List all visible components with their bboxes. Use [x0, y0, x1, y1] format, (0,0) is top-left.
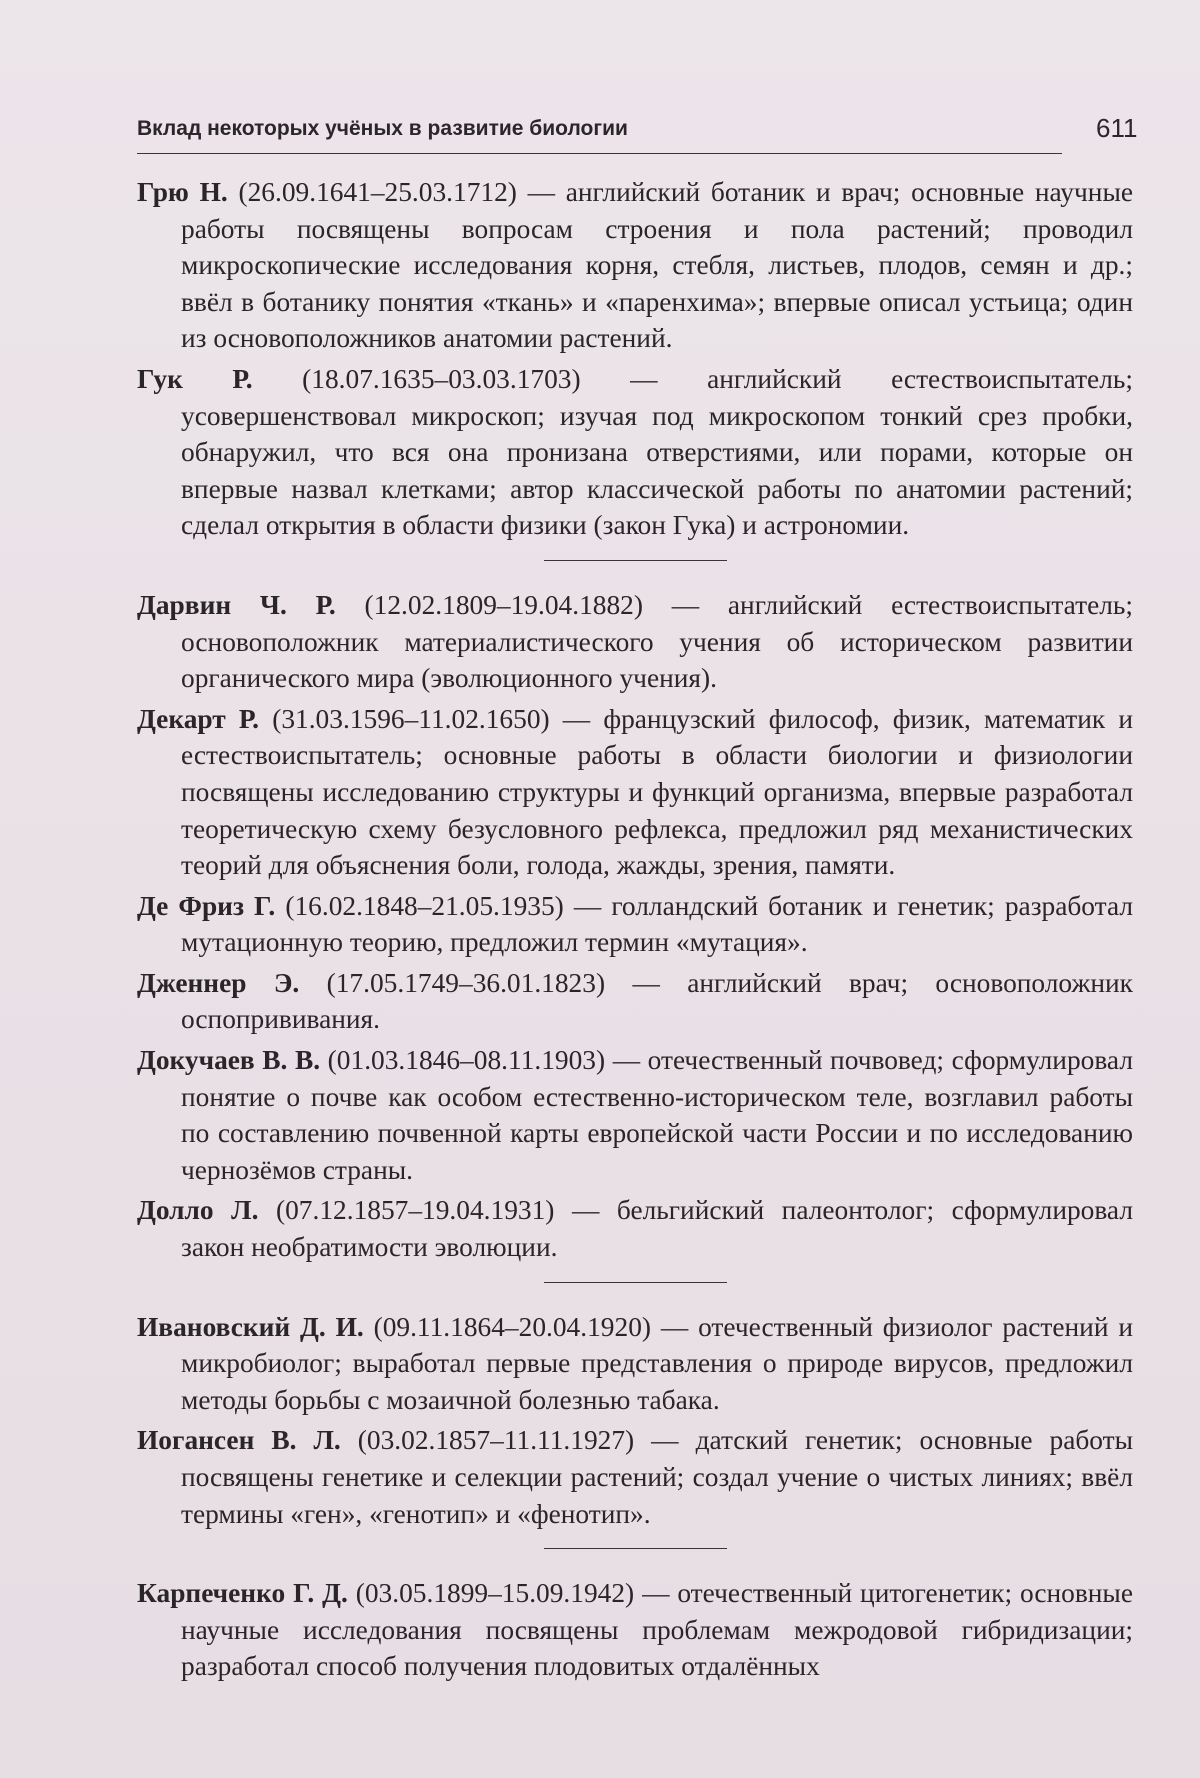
entry-grew: [137, 174, 1133, 357]
entry-text: (17.05.1749–36.01.1823) — английский врач; основоположник оспопрививания.: [181, 967, 1133, 1035]
running-title: Вклад некоторых учёных в развитие биологии: [137, 117, 628, 140]
section-divider: [544, 1282, 727, 1283]
entry-name: Долло Л.: [137, 1195, 259, 1226]
entry-descartes: [137, 701, 1133, 884]
entry-ivanovsky: [137, 1309, 1133, 1419]
entry-text: (03.05.1899–15.09.1942) — отечественный цитогенетик; основные научные исследования посвящены проблемам межродовой гибридизации; разработал способ получения плодовитых отдалённых: [181, 1578, 1133, 1682]
page-number: 611: [1096, 113, 1138, 143]
entry-name: Декарт Р.: [137, 703, 260, 734]
entry-text: (26.09.1641–25.03.1712) — английский ботаник и врач; основные научные работы посвящены вопросам строения и пола растений; проводил микроскопические исследования корня, стебля, листьев, плодов, семян и др.; ввёл в ботанику понятия «ткань» и «паренхима»; впервые описал устьица; один из основоположников анатомии растений.: [181, 177, 1134, 354]
entry-text: (03.02.1857–11.11.1927) — датский генетик; основные работы посвящены генетике и селекции растений; создал учение о чистых линиях; ввёл термины «ген», «генотип» и «фенотип».: [181, 1425, 1134, 1529]
section-divider: [544, 1548, 727, 1549]
entry-name: Ивановский Д. И.: [137, 1311, 364, 1342]
entry-karpechenko: [137, 1575, 1133, 1685]
entry-name: Иогансен В. Л.: [137, 1425, 341, 1456]
entry-darwin: [137, 587, 1133, 697]
entry-name: Карпеченко Г. Д.: [137, 1578, 348, 1609]
entry-text: (07.12.1857–19.04.1931) — бельгийский палеонтолог; сформулировал закон необратимости эволюции.: [181, 1195, 1134, 1263]
entry-name: Докучаев В. В.: [137, 1045, 321, 1076]
entry-text: (09.11.1864–20.04.1920) — отечественный физиолог растений и микробиолог; выработал первые представления о природе вирусов, предложил методы борьбы с мозаичной болезнью табака.: [181, 1311, 1133, 1415]
entry-name: Дженнер Э.: [137, 967, 300, 998]
entry-text: (18.07.1635–03.03.1703) — английский естествоиспытатель; усовершенствовал микроскоп; изучая под микроскопом тонкий срез пробки, обнаружил, что вся она пронизана отверстиями, или порами, которые он впервые назвал клетками; автор классической работы по анатомии растений; сделал открытия в области физики (закон Гука) и астрономии.: [181, 363, 1133, 541]
running-header: [137, 113, 1062, 154]
entry-johannsen: [137, 1422, 1133, 1532]
entry-name: Де Фриз Г.: [137, 890, 276, 921]
entry-dokuchaev: [137, 1042, 1133, 1188]
entry-name: Грю Н.: [137, 177, 228, 207]
entry-text: (31.03.1596–11.02.1650) — французский философ, физик, математик и естествоиспытатель; основные работы в области биологии и физиологии посвящены исследованию структуры и функций организма, впервые разработал теоретическую схему безусловного рефлекса, предложил ряд механистических теорий для объяснения боли, голода, жажды, зрения, памяти.: [181, 703, 1134, 881]
page-body: [137, 174, 1133, 1689]
entry-de-vries: [137, 888, 1133, 961]
entry-jenner: [137, 965, 1133, 1038]
entry-name: Гук Р.: [137, 363, 253, 394]
entry-text: (01.03.1846–08.11.1903) — отечественный почвовед; сформулировал понятие о почве как особом естественно-историческом теле, возглавил работы по составлению почвенной карты европейской части России и по исследованию чернозёмов страны.: [181, 1045, 1133, 1185]
entry-hooke: [137, 361, 1133, 544]
section-divider: [544, 560, 727, 561]
entry-name: Дарвин Ч. Р.: [137, 589, 336, 620]
entry-text: (16.02.1848–21.05.1935) — голландский ботаник и генетик; разработал мутационную теорию, предложил термин «мутация».: [181, 890, 1134, 958]
entry-text: (12.02.1809–19.04.1882) — английский естествоиспытатель; основоположник материалистического учения об историческом развитии органического мира (эволюционного учения).: [181, 589, 1133, 694]
entry-dollo: [137, 1192, 1133, 1265]
